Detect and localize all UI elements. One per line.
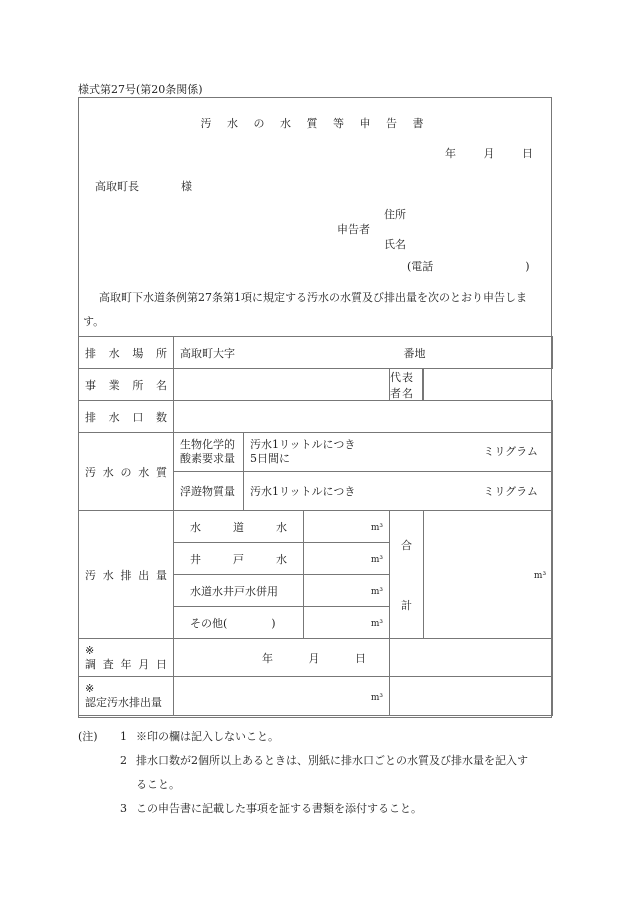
note-text: 排水口数が2個所以上あるときは、別紙に排水口ごとの水質及び排水量を記入す [136,754,528,767]
date-month: 月 [483,147,495,160]
note-num: 3 [120,802,127,815]
date-day: 日 [522,147,533,160]
date-year: 年 [445,147,456,160]
ss-unit: ミリグラム [483,485,539,498]
note-num: 1 [120,730,127,743]
discharge-type-label: 水道水井戸水併用 [174,575,304,607]
row-approved [79,677,553,716]
rep-field-wrap [390,369,424,401]
statement: 高取町下水道条例第27条第1項に規定する汚水の水質及び排出量を次のとおり申告します。 [83,291,527,328]
row-outlets [79,401,553,433]
m3-unit: m³ [370,555,383,565]
approved-label [79,677,174,716]
bod-label-line2: 酸素要求量 [180,452,235,465]
declaration-table [78,336,553,716]
approved-text: 認定汚水排出量 [85,696,162,709]
total-bottom: 計 [401,598,412,612]
m3-unit: m³ [370,523,383,533]
row-business [79,369,553,401]
tel-open: (電話 [407,260,434,273]
ss-field[interactable] [244,472,553,511]
bod-label-line1: 生物化学的 [180,438,235,451]
m3-unit: m³ [533,571,547,581]
note-continuation: ること。 [136,778,180,791]
total-label [390,511,424,639]
survey-date-text: 調査年月日 [85,657,167,671]
location-suffix: 番地 [403,346,426,360]
row-discharge-location [79,337,553,369]
approved-extra [390,677,553,716]
quality-label: 汚水の水質 [79,433,174,511]
ss-text: 汚水1リットルにつき [250,485,356,498]
survey-year: 年 [262,651,273,665]
form-frame [78,97,552,718]
mark-icon: ※ [85,643,95,657]
form-code: 様式第27号(第20条関係) [78,83,203,96]
discharge-value-field[interactable] [304,607,390,639]
addressee-name: 高取町長 [95,180,139,193]
ss-label: 浮遊物質量 [174,472,244,511]
total-field[interactable] [424,511,553,639]
addressee [95,178,192,194]
business-name-field[interactable] [174,369,390,401]
total-top: 合 [401,538,412,552]
discharge-location-field[interactable] [174,337,553,369]
addressee-honorific: 様 [181,180,192,193]
survey-date-label [79,639,174,677]
applicant-tel [407,258,530,274]
bod-unit: ミリグラム [483,445,539,458]
note-num: 2 [120,754,127,767]
bod-label [174,433,244,472]
note-text: この申告書に記載した事項を証する書類を添付すること。 [136,802,422,815]
bod-text-line1: 汚水1リットルにつき [250,438,356,451]
tel-close: ) [525,260,530,273]
date-line [421,145,533,161]
form-title: 汚 水 の 水 質 等 申 告 書 [200,117,430,130]
discharge-location-label: 排水場所 [79,337,174,369]
note-item [78,749,558,773]
notes [78,725,558,821]
mark-icon: ※ [85,682,95,695]
bod-text-line2: 5日間に [250,452,290,465]
survey-date-field[interactable] [174,639,390,677]
survey-date-extra [390,639,553,677]
outlets-label: 排水口数 [79,401,174,433]
discharge-value-field[interactable] [304,575,390,607]
representative-label: 代表者名 [390,369,423,400]
m3-unit: m³ [370,619,383,629]
survey-day: 日 [355,651,366,665]
discharge-type-label: 水道水 [174,511,304,543]
note-item [78,797,558,821]
note-item [78,725,558,749]
m3-unit: m³ [370,587,383,597]
applicant-label: 申告者 [337,223,370,236]
row-bod [79,433,553,472]
bod-field[interactable] [244,433,553,472]
note-text: ※印の欄は記入しないこと。 [136,730,279,743]
discharge-type-label: その他( ) [174,607,304,639]
location-prefix: 高取町大字 [180,346,235,360]
survey-month: 月 [308,651,320,665]
approved-field[interactable] [174,677,390,716]
discharge-value-field[interactable] [304,511,390,543]
discharge-label: 汚水排出量 [79,511,174,639]
discharge-type-label: 井戸水 [174,543,304,575]
discharge-value-field[interactable] [304,543,390,575]
row-discharge-0 [79,511,553,543]
notes-head: (注) [78,730,98,743]
business-label: 事業所名 [79,369,174,401]
applicant-name-label: 氏名 [384,238,406,251]
m3-unit: m³ [370,692,383,703]
row-survey-date [79,639,553,677]
applicant-address-label: 住所 [384,208,406,221]
outlets-field[interactable] [174,401,553,433]
